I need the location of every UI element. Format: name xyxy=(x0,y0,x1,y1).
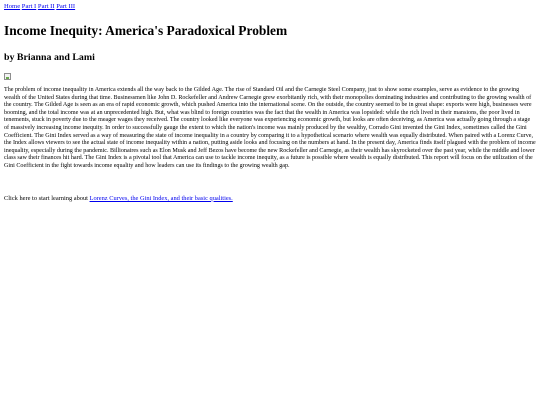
nav-link-part-iii[interactable]: Part III xyxy=(56,3,76,10)
cta-line xyxy=(4,195,536,203)
byline: by Brianna and Lami xyxy=(4,52,95,63)
lorenz-gini-link[interactable]: Lorenz Curves, the Gini Index, and their basic qualities. xyxy=(89,194,233,202)
cta-prefix: Click here to start learning about xyxy=(4,194,90,202)
top-nav xyxy=(4,3,536,11)
broken-image-icon xyxy=(4,73,11,80)
nav-link-home[interactable]: Home xyxy=(4,3,21,10)
page-title: Income Inequity: America's Paradoxical Problem xyxy=(4,23,288,38)
nav-link-part-i[interactable]: Part I xyxy=(21,3,37,10)
nav-link-part-ii[interactable]: Part II xyxy=(37,3,55,10)
article-body: The problem of income inequality in America extends all the way back to the Gilded Age. The rise of Standard Oil and the Carnegie Steel Company, just to show some examples, serve as evidence to the growing wealth of the United States during that time. Businessmen like John D. Rockefeller and Andrew Carnegie grew exorbitantly rich, with their monopolies dominating industries and contributing to the growing wealth of the country. The Gilded Age is seen as an era of rapid economic growth, which pushed America into the international scene. On the outside, the country seemed to be in great shape: exports were high, businesses were booming, and the total income was at an unprecedented high. But, what was blind to foreign countries was the fact that the wealth in America was lopsided: while the rich lived in their mansions, the poor lived in tenements, stuck in poverty due to the meager wages they received. The country looked like everyone was experiencing economic growth, but looks are often deceiving, as America was actually going through a stage of massively increasing income inequity. In order to successfully gauge the extent to which the nation's income was mainly produced by the wealthy, Corrado Gini invented the Gini Index, sometimes called the Gini Coefficient. The Gini Index served as a way of measuring the state of income inequality in a country by comparing it to a hypothetical scenario where wealth was equally distributed. When paired with a Lorenz Curve, the Index allows viewers to see the actual state of income inequality within a nation, putting aside looks and focusing on the numbers at hand. In the present day, America finds itself plagued with the problem of income inequality, especially during the pandemic. Billionaires such as Elon Musk and Jeff Bezos have become the new Rockefeller and Carnegie, as their wealth has skyrocketed over the past year, while the middle and lower class saw their finances hit hard. The Gini Index is a pivotal tool that America can use to tackle income inequity, as a future is possible where wealth is equally distributed. This report will focus on the utilization of the Gini Coefficient in the fight towards income equality and how leaders can use its findings to the growing wealth gap. xyxy=(4,87,536,169)
